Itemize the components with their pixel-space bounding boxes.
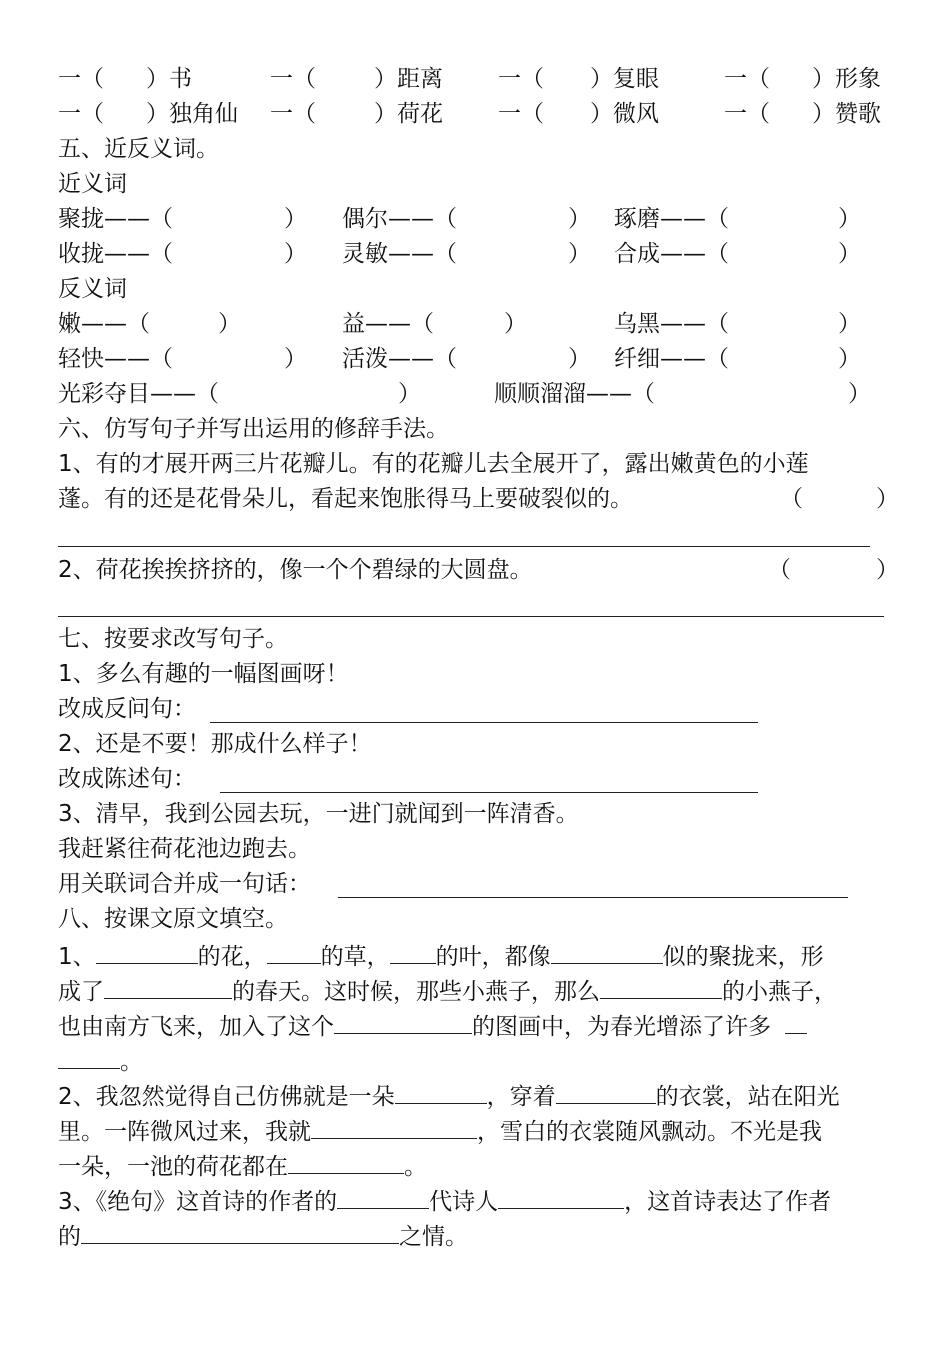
- answer-line[interactable]: [338, 897, 848, 898]
- measure-item: 一（ ）独角仙: [58, 101, 238, 127]
- section-7-q1: 1、多么有趣的一幅图画呀！: [58, 661, 349, 687]
- fill-blank[interactable]: [498, 1182, 624, 1209]
- synonym-item: 偶尔——（: [342, 206, 457, 232]
- section-6-title: 六、仿写句子并写出运用的修辞手法。: [58, 416, 449, 442]
- antonym-row-2: [58, 342, 898, 377]
- section-7-q3-line-2: 我赶紧往荷花池边跑去。: [58, 836, 311, 862]
- rparen: ）: [568, 346, 591, 372]
- measure-item: 一（ ）形象: [724, 66, 881, 92]
- synonym-row-1: [58, 202, 898, 237]
- answer-line[interactable]: [210, 722, 758, 723]
- measure-item: 一（ ）书: [58, 66, 192, 92]
- fill-blank[interactable]: [311, 1112, 477, 1139]
- section-8-q3-line-1: 3、《绝句》这首诗的作者的 代诗人 ，这首诗表达了作者: [58, 1182, 898, 1217]
- fill-blank[interactable]: [551, 937, 663, 964]
- fill-blank[interactable]: [267, 937, 321, 964]
- section-7-q3-line-1: 3、清早，我到公园去玩，一进门就闻到一阵清香。: [58, 801, 579, 827]
- measure-item: 一（ ）荷花: [270, 101, 443, 127]
- measure-item: 一（ ）复眼: [498, 66, 659, 92]
- measure-item: 一（ ）赞歌: [724, 101, 881, 127]
- synonym-title: 近义词: [58, 171, 127, 197]
- section-6-q1-line-1: 1、有的才展开两三片花瓣儿。有的花瓣儿去全展开了，露出嫩黄色的小莲: [58, 451, 809, 477]
- fill-blank[interactable]: [81, 1217, 399, 1244]
- antonym-title: 反义词: [58, 276, 127, 302]
- synonym-item: 收拢——（: [58, 241, 173, 267]
- antonym-item: 乌黑——（: [614, 311, 729, 337]
- synonym-item: 灵敏——（: [342, 241, 457, 267]
- section-8-q1-line-3: 也由南方飞来，加入了这个 的图画中，为春光增添了许多: [58, 1007, 898, 1042]
- rparen: ）: [284, 241, 307, 267]
- measure-item: 一（ ）微风: [498, 101, 659, 127]
- fill-blank[interactable]: [104, 972, 232, 999]
- rparen: ）: [848, 381, 871, 407]
- section-8-q2-line-1: 2、我忽然觉得自己仿佛就是一朵 ，穿着 的衣裳，站在阳光: [58, 1077, 898, 1112]
- antonym-row-3: [58, 377, 898, 412]
- rparen: ）: [398, 381, 421, 407]
- section-7-q2-task: 改成陈述句：: [58, 766, 196, 792]
- synonym-item: 琢磨——（: [614, 206, 729, 232]
- section-8-q2-line-3: 一朵，一池的荷花都在 。: [58, 1147, 898, 1182]
- fill-blank[interactable]: [96, 937, 198, 964]
- rparen: ）: [504, 311, 527, 337]
- antonym-item: 益——（: [342, 311, 434, 337]
- fill-blank[interactable]: [288, 1147, 404, 1174]
- section-6-q1-line-2: 蓬。有的还是花骨朵儿，看起来饱胀得马上要破裂似的。 （ ）: [58, 482, 898, 517]
- antonym-row-1: [58, 307, 898, 342]
- fill-blank[interactable]: [395, 1077, 487, 1104]
- lparen: （: [780, 486, 803, 512]
- rparen: ）: [838, 241, 861, 267]
- measure-row-2: [58, 97, 898, 132]
- rparen: ）: [838, 346, 861, 372]
- fill-blank[interactable]: [58, 1042, 120, 1069]
- rparen: ）: [218, 311, 241, 337]
- measure-item: 一（ ）距离: [270, 66, 443, 92]
- synonym-item: 合成——（: [614, 241, 729, 267]
- section-8-q3-line-2: 的 之情。: [58, 1217, 898, 1252]
- section-7-q1-task: 改成反问句：: [58, 696, 196, 722]
- fill-blank[interactable]: [334, 1007, 472, 1034]
- antonym-item: 纤细——（: [614, 346, 729, 372]
- antonym-item: 光彩夺目——（: [58, 381, 219, 407]
- section-7-title: 七、按要求改写句子。: [58, 626, 288, 652]
- rparen: ）: [284, 206, 307, 232]
- section-8-q1-line-1: 1、 的花， 的草， 的叶，都像 似的聚拢来，形: [58, 937, 898, 972]
- synonym-row-2: [58, 237, 898, 272]
- rparen: ）: [876, 557, 899, 583]
- section-5-title: 五、近反义词。: [58, 136, 219, 162]
- answer-line[interactable]: [58, 546, 870, 547]
- rparen: ）: [838, 311, 861, 337]
- antonym-item: 活泼——（: [342, 346, 457, 372]
- measure-row-1: [58, 62, 898, 97]
- section-7-q3-task: 用关联词合并成一句话：: [58, 871, 311, 897]
- section-7-q2: 2、还是不要！那成什么样子！: [58, 731, 372, 757]
- synonym-item: 聚拢——（: [58, 206, 173, 232]
- answer-line[interactable]: [220, 792, 758, 793]
- antonym-item: 顺顺溜溜——（: [494, 381, 655, 407]
- section-8-title: 八、按课文原文填空。: [58, 906, 288, 932]
- section-8-q1-line-2: 成了 的春天。这时候，那些小燕子，那么 的小燕子，: [58, 972, 898, 1007]
- lparen: （: [768, 557, 791, 583]
- antonym-item: 嫩——（: [58, 311, 150, 337]
- rparen: ）: [568, 206, 591, 232]
- rparen: ）: [284, 346, 307, 372]
- rparen: ）: [876, 486, 899, 512]
- section-8-q2-line-2: 里。一阵微风过来，我就 ，雪白的衣裳随风飘动。不光是我: [58, 1112, 898, 1147]
- answer-line[interactable]: [58, 616, 884, 617]
- fill-blank[interactable]: [337, 1182, 429, 1209]
- fill-blank[interactable]: [390, 937, 436, 964]
- fill-blank[interactable]: [556, 1077, 656, 1104]
- section-8-q1-line-4: 。: [58, 1042, 898, 1077]
- section-6-q2: 2、荷花挨挨挤挤的，像一个个碧绿的大圆盘。 （ ）: [58, 553, 898, 588]
- rparen: ）: [838, 206, 861, 232]
- antonym-item: 轻快——（: [58, 346, 173, 372]
- rparen: ）: [568, 241, 591, 267]
- fill-blank[interactable]: [600, 972, 722, 999]
- fill-blank[interactable]: [785, 1007, 807, 1034]
